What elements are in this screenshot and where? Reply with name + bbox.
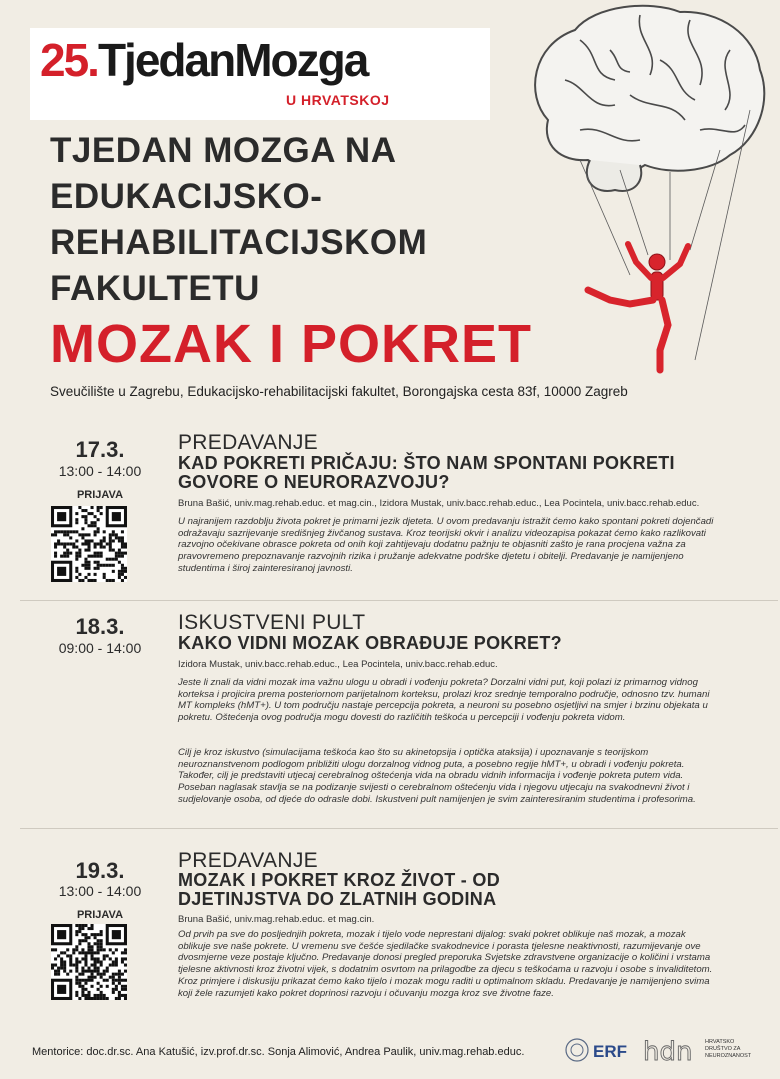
event-description-2: Cilj je kroz iskustvo (simulacijama teškoća kao što su akinetopsija i optička ataksija) i upoznavanje s teorijskom neuroznanstvenom podlogom približiti ulogu dorzalnog vidnog puta, a posebno regije hMT+, u obradi i vođenju pokreta. Također, cilj je predstaviti utjecaj cerebralnog oštećenja vida na obradu vidnih informacija i vođenje pokreta putem vida. Poseban naglasak stavlja se na podizanje svijesti o cerebralnom oštećenju vida i njegovu utjecaju na svakodnevni život i sudjelovanje osoba, od djeće do odrasle dobi. Iskustveni pult namijenjen je svim zainteresiranim studentima i profesorima. [178,747,696,805]
event-date: 19.3. [75,858,125,883]
event-date: 18.3. [75,614,125,639]
brain-icon [535,6,764,191]
erf-logo: ERF [593,1042,627,1061]
event-date: 17.3. [75,437,125,462]
page-subtitle: MOZAK I POKRET [50,314,532,374]
puppet-figure [588,244,688,370]
event-time: 13:00 - 14:00 [58,463,142,479]
qr-code-icon[interactable] [51,506,127,582]
event-authors: Bruna Bašić, univ.mag.rehab.educ. et mag.cin. [178,914,375,925]
divider [20,828,778,829]
event-type: ISKUSTVENI PULT [178,611,366,634]
event-type: PREDAVANJE [178,849,318,872]
event-authors: Izidora Mustak, univ.bacc.rehab.educ., Lea Pocintela, univ.bacc.rehab.educ. [178,659,498,670]
logo-name: TjedanMozga [97,34,368,86]
brain-puppet-illustration [520,0,770,410]
university-seal-icon [566,1039,588,1061]
logo [40,32,367,88]
hdn-logo: hdn [643,1037,693,1067]
logo-number: 25. [40,34,98,86]
event-authors: Bruna Bašić, univ.mag.rehab.educ. et mag.cin., Izidora Mustak, univ.bacc.rehab.educ., Lea Pocintela, univ.bacc.rehab.educ. [178,498,700,509]
event-description: Od prvih pa sve do posljednjih pokreta, mozak i tijelo vode neprestani dijalog: svaki pokret oblikuje naš mozak, a mozak oblikuje sve naše pokrete. U vremenu sve češće sjedilačke svakodnevice i porasta tjelesne neaktivnosti, razumijevanje ove dvosmjerne veze postaje ključno. Predavanje donosi pregled preporuka Svjetske zdravstvene organizacije o količini i vrstama tjelesne aktivnosti kroz životni vijek, s dodatnim osvrtom na prilagodbe za djecu s teškoćama u razvoju i osobe s invaliditetom. Kroz primjere i diskusiju prikazat ćemo kako tijelo i mozak mogu raditi u optimalnom skladu. Predavanje je namijenjeno svima koji žele razumjeti kako pokret doprinosi razvoju i očuvanju mozga kroz sve životne faze. [178,929,713,999]
event-title: KAKO VIDNI MOZAK OBRAĐUJE POKRET? [178,633,562,653]
hdn-text-1: HRVATSKO [705,1039,735,1045]
page-title: TJEDAN MOZGA NA EDUKACIJSKO-REHABILITACIJSKOM FAKULTETU [50,131,428,308]
event-title: KAD POKRETI PRIČAJU: ŠTO NAM SPONTANI POKRETI GOVORE O NEURORAZVOJU? [178,453,675,492]
event-description: U najranijem razdoblju života pokret je primarni jezik djeteta. U ovom predavanju istražit ćemo kako spontani pokreti dojenčadi odražavaju sazrijevanje središnjeg živčanog sustava. Kroz teorijski okvir i analizu videozapisa pokazat ćemo kako razlikovati razvojno očekivane obrasce pokreta od onih koji zahtijevaju dodatnu pažnju te objasniti zašto je rana procjena važna za pravovremeno prepoznavanje razvojnih rizika i pružanje adekvatne podrške djetetu i obitelji. Predavanje je namijenjeno studentima i široj zainteresiranoj javnosti. [178,516,714,574]
hdn-text-3: NEUROZNANOST [705,1053,752,1059]
venue-address: Sveučilište u Zagrebu, Edukacijsko-rehabilitacijski fakultet, Borongajska cesta 83f, 10000 Zagreb [50,384,628,399]
registration-label: PRIJAVA [76,489,124,501]
event-time: 09:00 - 14:00 [58,640,142,656]
event-type: PREDAVANJE [178,431,318,454]
qr-code-icon[interactable] [51,924,127,1000]
event-time: 13:00 - 14:00 [58,883,142,899]
divider [20,600,778,601]
mentors: Mentorice: doc.dr.sc. Ana Katušić, izv.prof.dr.sc. Sonja Alimović, Andrea Paulik, univ.mag.rehab.educ. [32,1046,525,1058]
event-description: Jeste li znali da vidni mozak ima važnu ulogu u obradi i vođenju pokreta? Dorzalni vidni put, koji polazi iz primarnog vidnog korteksa i projicira prema posteriornom parijetalnom korteksu, prolazi kroz srednje temporalno područje, odnosno tzv. humani MT kompleks (hMT+). U tom području nastaje percepcija pokreta, a neuroni su posebno osjetljivi na smjer i brzinu objekata u pokretu. Oštećenja ovog područja mogu dovesti do različitih teškoća u percepciji i vođenju pokreta vidom. [178,677,710,724]
hdn-text-2: DRUŠTVO ZA [705,1046,741,1052]
logo-subtitle: U HRVATSKOJ [286,92,390,108]
event-title: MOZAK I POKRET KROZ ŽIVOT - OD DJETINJSTVA DO ZLATNIH GODINA [178,870,500,909]
footer-logos [565,1026,775,1074]
registration-label: PRIJAVA [76,909,124,921]
